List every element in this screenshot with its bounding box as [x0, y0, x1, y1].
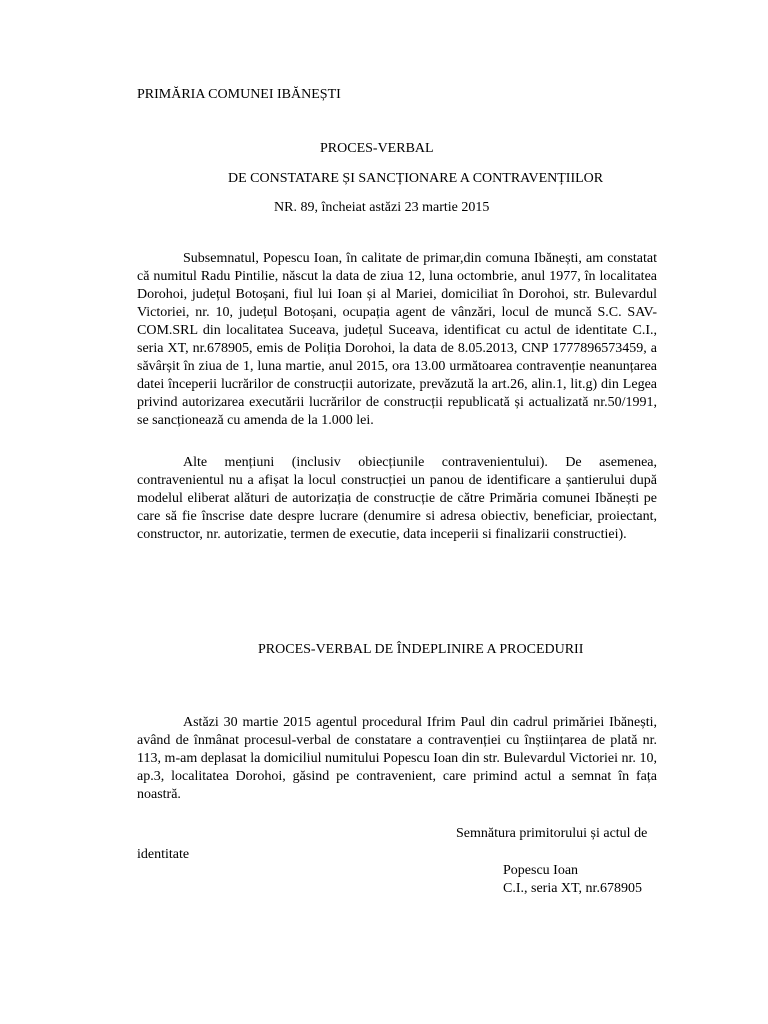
signatory-name: Popescu Ioan [503, 863, 579, 878]
institution-heading: PRIMĂRIA COMUNEI IBĂNEȘTI [137, 87, 341, 102]
signatory-id-document: C.I., seria XT, nr.678905 [503, 881, 642, 896]
signature-label-continued: identitate [137, 847, 190, 862]
remarks-paragraph: Alte mențiuni (inclusiv obiecțiunile contravenientului). De asemenea, contravenientul nu a afișat la locul construcției un panou de identificare a șantierului după modelul eliberat alături de autorizația de construcție de către Primăria comunei Ibănești pe care să fie înscrise date despre lucrare (denumire si adresa obiectiv, beneficiar, proiectant, constructor, nr. autorizatie, termen de executie, data inceperii si finalizarii constructiei). [137, 455, 657, 542]
document-number-date: NR. 89, încheiat astăzi 23 martie 2015 [274, 200, 490, 215]
statement-paragraph: Subsemnatul, Popescu Ioan, în calitate de primar,din comuna Ibănești, am constatat că numitul Radu Pintilie, născut la data de ziua 12, luna octombrie, anul 1977, în localitatea Dorohoi, județul Botoșani, fiul lui Ioan și al Mariei, domiciliat în Dorohoi, str. Bulevardul Victoriei, nr. 10, județul Botoșani, ocupația agent de vânzări, locul de muncă S.C. SAV-COM.SRL din localitatea Suceava, județul Suceava, identificat cu actul de identitate C.I., seria XT, nr.678905, emis de Poliția Dorohoi, la data de 8.05.2013, CNP 1777896573459, a săvârșit în ziua de 1, luna martie, anul 2015, ora 13.00 următoarea contravenție neanunțarea datei începerii lucrărilor de construcții autorizate, prevăzută la art.26, alin.1, lit.g) din Legea privind autorizarea executării lucrărilor de construcții republicată și actualizată nr.50/1991, se sancționează cu amenda de la 1.000 lei. [137, 251, 657, 428]
document-title: PROCES-VERBAL [320, 141, 434, 156]
document-subtitle: DE CONSTATARE ȘI SANCȚIONARE A CONTRAVENȚIILOR [228, 171, 604, 186]
procedure-paragraph: Astăzi 30 martie 2015 agentul procedural Ifrim Paul din cadrul primăriei Ibănești, având de înmânat procesul-verbal de constatare a contravenției cu înștiințarea de plată nr. 113, m-am deplasat la domiciliul numitului Popescu Ioan din str. Bulevardul Victoriei nr. 10, ap.3, localitatea Dorohoi, găsind pe contravenient, care primind actul a semnat în fața noastră. [137, 715, 657, 802]
signature-label: Semnătura primitorului și actul de [456, 826, 648, 841]
procedure-title: PROCES-VERBAL DE ÎNDEPLINIRE A PROCEDURII [258, 642, 584, 657]
